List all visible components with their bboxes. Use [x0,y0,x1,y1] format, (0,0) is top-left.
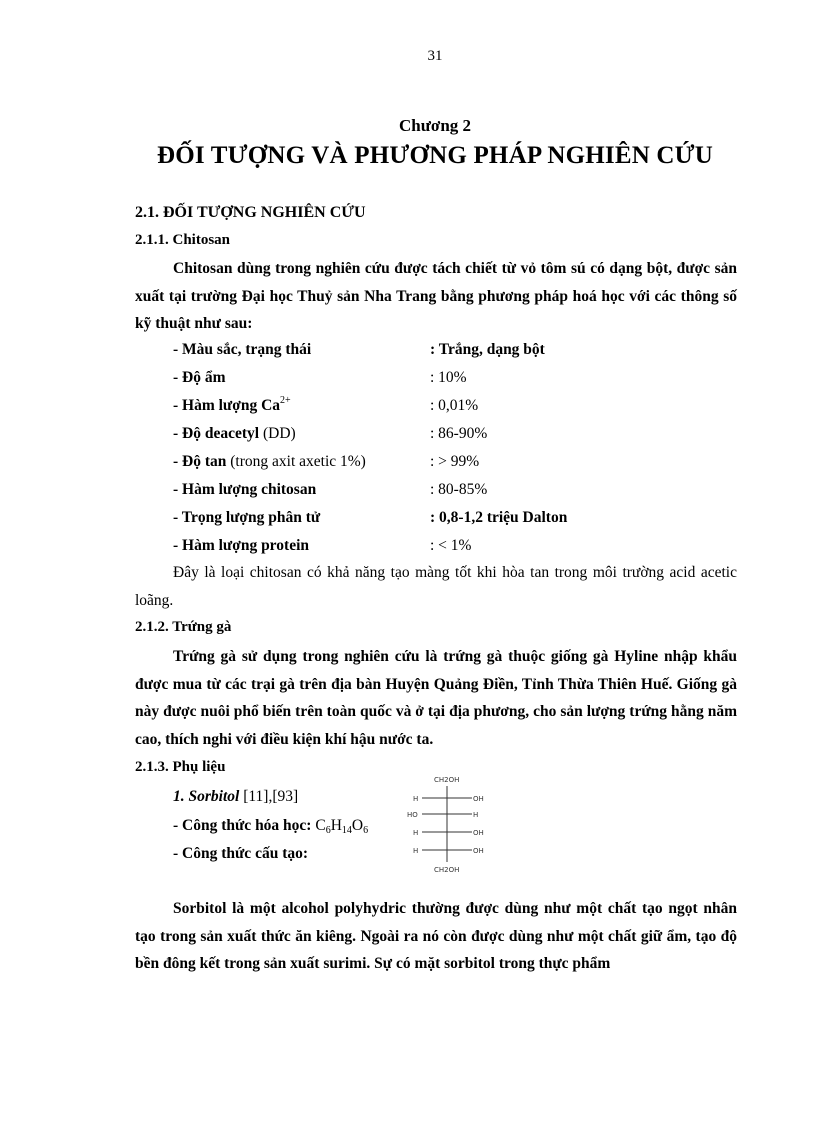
page-number: 31 [427,48,443,64]
spec-value: : 0,01% [430,397,479,414]
section-heading-2-1: 2.1. ĐỐI TƯỢNG NGHIÊN CỨU [135,204,366,221]
spec-row [173,509,733,537]
structure-right-group: OH [473,829,484,837]
formula-element: O [351,817,364,834]
spec-label: - Độ deacetyl [173,425,260,442]
formula-label: - Công thức hóa học: [173,817,316,834]
spec-label-group [173,453,366,471]
structure-right-group: OH [473,847,484,855]
spec-value: : < 1% [430,537,472,554]
sorbitol-paragraph: Sorbitol là một alcohol polyhydric thường được dùng như một chất tạo ngọt nhân tạo trong sản xuất thức ăn kiêng. Ngoài ra nó còn được dùng như một chất giữ ẩm, tạo độ bền đông kết trong sản xuất surimi. Sự có mặt sorbitol trong thực phẩm [135,900,737,973]
structure-bottom-group: CH2OH [434,866,460,874]
spec-label: - Hàm lượng Ca [173,397,281,414]
spec-label-note: (trong axit axetic 1%) [226,453,366,470]
spec-label-group [173,425,296,443]
spec-row [173,425,733,453]
chitosan-note: Đây là loại chitosan có khả năng tạo màng tốt khi hòa tan trong môi trường acid acetic loãng. [135,564,737,609]
spec-label-group [173,397,291,415]
sorbitol-refs: [11],[93] [239,788,299,805]
spec-row [173,369,733,397]
spec-label-superscript: 2+ [280,395,291,406]
subsection-heading-trung-ga: 2.1.2. Trứng gà [135,619,232,635]
sorbitol-structure-diagram [402,774,492,880]
structure-right-group: OH [473,795,484,803]
formula-subscript: 14 [341,825,352,836]
spec-value: : 0,8-1,2 triệu Dalton [430,509,568,526]
sorbitol-title: 1. Sorbitol [173,788,240,805]
spec-label: - Hàm lượng chitosan [173,481,317,498]
spec-value: : > 99% [430,453,480,470]
formula-element: H [330,817,342,834]
structure-label: - Công thức cấu tạo: [173,845,309,862]
structure-left-group: H [413,795,419,803]
spec-row [173,341,733,369]
formula-subscript: 6 [363,825,369,836]
structure-left-group: HO [407,811,418,819]
spec-row [173,481,733,509]
spec-value: : 86-90% [430,425,488,442]
chemical-formula [315,817,368,834]
chapter-label: Chương 2 [398,116,472,135]
subsection-heading-phu-lieu: 2.1.3. Phụ liệu [135,759,226,775]
spec-label-note: (DD) [259,425,296,442]
structure-left-group: H [413,847,419,855]
spec-label: - Độ ẩm [173,369,226,386]
sorbitol-title-line [173,788,298,806]
formula-element: C [315,817,326,834]
chapter-title: ĐỐI TƯỢNG VÀ PHƯƠNG PHÁP NGHIÊN CỨU [156,142,714,169]
structure-left-group: H [413,829,419,837]
subsection-heading-chitosan: 2.1.1. Chitosan [135,232,231,248]
spec-label: - Màu sắc, trạng thái [173,341,312,358]
spec-value: : Trắng, dạng bột [430,341,545,358]
formula-line [173,817,368,835]
spec-label: - Hàm lượng protein [173,537,310,554]
trung-ga-paragraph: Trứng gà sử dụng trong nghiên cứu là trứng gà thuộc giống gà Hyline nhập khẩu được mua từ các trại gà trên địa bàn Huyện Quảng Điền, Tỉnh Thừa Thiên Huế. Giống gà này được nuôi phổ biến trên toàn quốc và ở tại địa phương, cho sản lượng trứng hằng năm cao, thích nghi với điều kiện khí hậu nước ta. [135,648,737,748]
structure-right-group: H [473,811,479,819]
spec-value: : 80-85% [430,481,488,498]
spec-row [173,453,733,481]
spec-label: - Độ tan [173,453,227,470]
spec-label: - Trọng lượng phân tử [173,509,321,526]
spec-value: : 10% [430,369,467,386]
chitosan-intro: Chitosan dùng trong nghiên cứu được tách chiết từ vỏ tôm sú có dạng bột, được sản xuất tại trường Đại học Thuỷ sản Nha Trang bằng phương pháp hoá học với các thông số kỹ thuật như sau: [135,260,737,333]
spec-row [173,397,733,425]
structure-top-group: CH2OH [434,776,460,784]
formula-subscript: 6 [325,825,331,836]
